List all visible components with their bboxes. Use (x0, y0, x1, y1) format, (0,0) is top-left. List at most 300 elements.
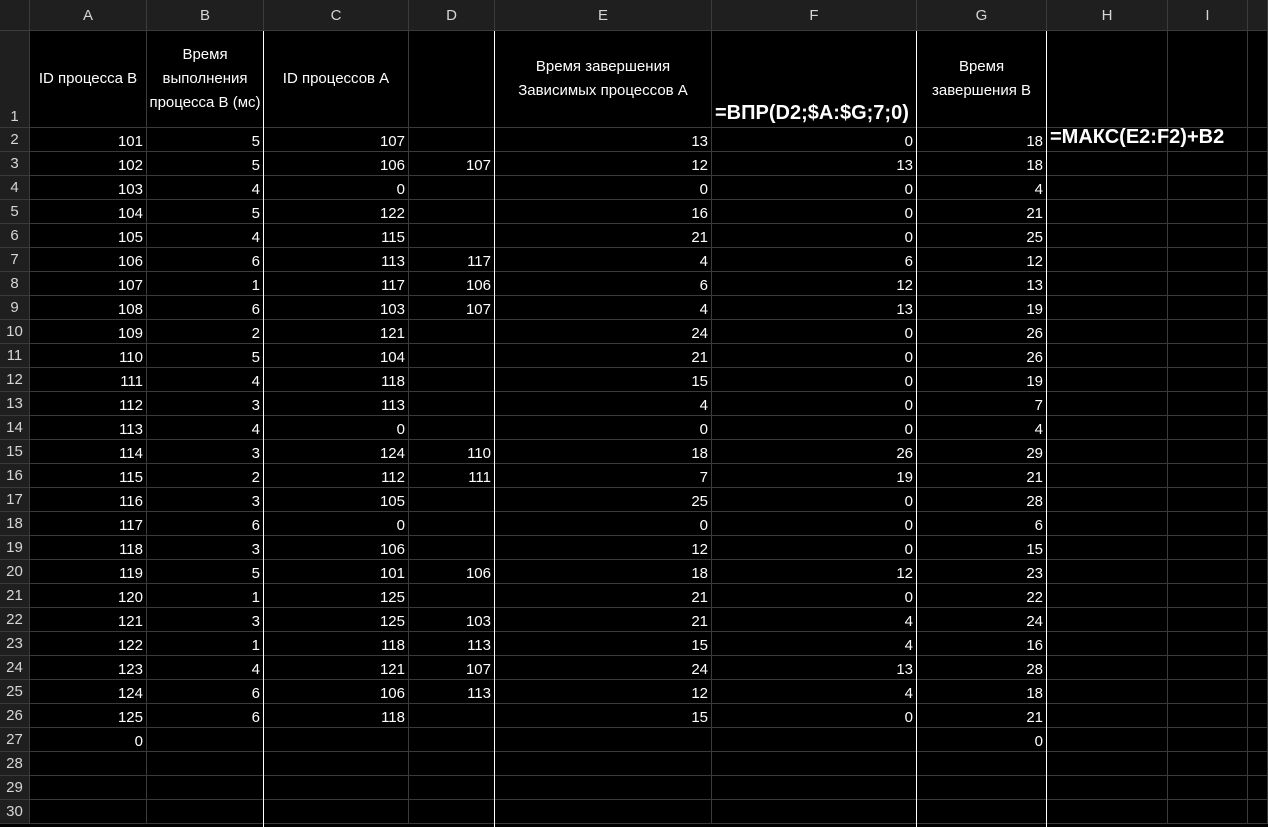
cell-J2[interactable] (1248, 128, 1268, 152)
cell-A7[interactable]: 106 (30, 248, 147, 272)
cell-E4[interactable]: 0 (495, 176, 712, 200)
cell-G4[interactable]: 4 (917, 176, 1047, 200)
cell-G21[interactable]: 22 (917, 584, 1047, 608)
cell-C20[interactable]: 101 (264, 560, 409, 584)
cell-I13[interactable] (1168, 392, 1248, 416)
cell-A5[interactable]: 104 (30, 200, 147, 224)
cell-B20[interactable]: 5 (147, 560, 264, 584)
cell-B24[interactable]: 4 (147, 656, 264, 680)
cell-I5[interactable] (1168, 200, 1248, 224)
cell-B7[interactable]: 6 (147, 248, 264, 272)
cell-E11[interactable]: 21 (495, 344, 712, 368)
cell-C7[interactable]: 113 (264, 248, 409, 272)
cell-J23[interactable] (1248, 632, 1268, 656)
cell-I27[interactable] (1168, 728, 1248, 752)
cell-F16[interactable]: 19 (712, 464, 917, 488)
cell-E14[interactable]: 0 (495, 416, 712, 440)
cell-F2[interactable]: 0 (712, 128, 917, 152)
cell-G17[interactable]: 28 (917, 488, 1047, 512)
cell-G9[interactable]: 19 (917, 296, 1047, 320)
cell-F15[interactable]: 26 (712, 440, 917, 464)
row-header[interactable]: 10 (0, 320, 30, 344)
cell-J24[interactable] (1248, 656, 1268, 680)
cell-J10[interactable] (1248, 320, 1268, 344)
cell-F24[interactable]: 13 (712, 656, 917, 680)
cell-C11[interactable]: 104 (264, 344, 409, 368)
cell-H30[interactable] (1047, 800, 1168, 824)
cell-C2[interactable]: 107 (264, 128, 409, 152)
cell-J12[interactable] (1248, 368, 1268, 392)
cell-D13[interactable] (409, 392, 495, 416)
cell-B30[interactable] (147, 800, 264, 824)
row-header[interactable]: 25 (0, 680, 30, 704)
cell-J3[interactable] (1248, 152, 1268, 176)
cell-D19[interactable] (409, 536, 495, 560)
cell-C29[interactable] (264, 776, 409, 800)
cell-C30[interactable] (264, 800, 409, 824)
cell-F11[interactable]: 0 (712, 344, 917, 368)
cell-A13[interactable]: 112 (30, 392, 147, 416)
cell-E5[interactable]: 16 (495, 200, 712, 224)
cell-B13[interactable]: 3 (147, 392, 264, 416)
cell-J30[interactable] (1248, 800, 1268, 824)
cell-B11[interactable]: 5 (147, 344, 264, 368)
cell-C21[interactable]: 125 (264, 584, 409, 608)
cell-D28[interactable] (409, 752, 495, 776)
cell-A4[interactable]: 103 (30, 176, 147, 200)
cell-D14[interactable] (409, 416, 495, 440)
cell-G2[interactable]: 18 (917, 128, 1047, 152)
cell-C24[interactable]: 121 (264, 656, 409, 680)
cell-G12[interactable]: 19 (917, 368, 1047, 392)
cell-G10[interactable]: 26 (917, 320, 1047, 344)
cell-J20[interactable] (1248, 560, 1268, 584)
cell-G14[interactable]: 4 (917, 416, 1047, 440)
cell-B23[interactable]: 1 (147, 632, 264, 656)
column-header-B[interactable]: B (147, 0, 264, 31)
cell-A20[interactable]: 119 (30, 560, 147, 584)
row-header[interactable]: 16 (0, 464, 30, 488)
cell-D11[interactable] (409, 344, 495, 368)
cell-B27[interactable] (147, 728, 264, 752)
cell-I26[interactable] (1168, 704, 1248, 728)
row-header[interactable]: 9 (0, 296, 30, 320)
cell-F29[interactable] (712, 776, 917, 800)
cell-I4[interactable] (1168, 176, 1248, 200)
cell-H3[interactable] (1047, 152, 1168, 176)
cell-C15[interactable]: 124 (264, 440, 409, 464)
cell-D2[interactable] (409, 128, 495, 152)
cell-J16[interactable] (1248, 464, 1268, 488)
row-header[interactable]: 2 (0, 128, 30, 152)
cell-C27[interactable] (264, 728, 409, 752)
cell-D21[interactable] (409, 584, 495, 608)
cell-I12[interactable] (1168, 368, 1248, 392)
cell-I20[interactable] (1168, 560, 1248, 584)
cell-E8[interactable]: 6 (495, 272, 712, 296)
cell-H23[interactable] (1047, 632, 1168, 656)
cell-J1[interactable] (1248, 31, 1268, 128)
cell-E2[interactable]: 13 (495, 128, 712, 152)
cell-I29[interactable] (1168, 776, 1248, 800)
cell-F17[interactable]: 0 (712, 488, 917, 512)
cell-G18[interactable]: 6 (917, 512, 1047, 536)
cell-I3[interactable] (1168, 152, 1248, 176)
cell-E10[interactable]: 24 (495, 320, 712, 344)
cell-A30[interactable] (30, 800, 147, 824)
row-header[interactable]: 18 (0, 512, 30, 536)
cell-G6[interactable]: 25 (917, 224, 1047, 248)
cell-B2[interactable]: 5 (147, 128, 264, 152)
cell-I28[interactable] (1168, 752, 1248, 776)
cell-H16[interactable] (1047, 464, 1168, 488)
cell-F8[interactable]: 12 (712, 272, 917, 296)
cell-A14[interactable]: 113 (30, 416, 147, 440)
cell-H7[interactable] (1047, 248, 1168, 272)
cell-D12[interactable] (409, 368, 495, 392)
cell-E12[interactable]: 15 (495, 368, 712, 392)
cell-A9[interactable]: 108 (30, 296, 147, 320)
cell-C8[interactable]: 117 (264, 272, 409, 296)
cell-H8[interactable] (1047, 272, 1168, 296)
cell-G28[interactable] (917, 752, 1047, 776)
cell-A1[interactable]: ID процесса В (30, 31, 147, 128)
row-header[interactable]: 19 (0, 536, 30, 560)
select-all-corner[interactable] (0, 0, 30, 31)
cell-J21[interactable] (1248, 584, 1268, 608)
cell-C23[interactable]: 118 (264, 632, 409, 656)
cell-G25[interactable]: 18 (917, 680, 1047, 704)
cell-G19[interactable]: 15 (917, 536, 1047, 560)
cell-A2[interactable]: 101 (30, 128, 147, 152)
cell-C13[interactable]: 113 (264, 392, 409, 416)
cell-D24[interactable]: 107 (409, 656, 495, 680)
cell-F30[interactable] (712, 800, 917, 824)
column-header-G[interactable]: G (917, 0, 1047, 31)
row-header[interactable]: 22 (0, 608, 30, 632)
cell-C6[interactable]: 115 (264, 224, 409, 248)
cell-I9[interactable] (1168, 296, 1248, 320)
cell-H26[interactable] (1047, 704, 1168, 728)
cell-I19[interactable] (1168, 536, 1248, 560)
cell-J14[interactable] (1248, 416, 1268, 440)
row-header[interactable]: 12 (0, 368, 30, 392)
cell-A15[interactable]: 114 (30, 440, 147, 464)
column-header-F[interactable]: F (712, 0, 917, 31)
cell-F21[interactable]: 0 (712, 584, 917, 608)
column-header-E[interactable]: E (495, 0, 712, 31)
row-header[interactable]: 20 (0, 560, 30, 584)
cell-G7[interactable]: 12 (917, 248, 1047, 272)
cell-A22[interactable]: 121 (30, 608, 147, 632)
cell-H11[interactable] (1047, 344, 1168, 368)
cell-E26[interactable]: 15 (495, 704, 712, 728)
cell-I16[interactable] (1168, 464, 1248, 488)
cell-A24[interactable]: 123 (30, 656, 147, 680)
cell-E21[interactable]: 21 (495, 584, 712, 608)
cell-I23[interactable] (1168, 632, 1248, 656)
cell-H27[interactable] (1047, 728, 1168, 752)
cell-J15[interactable] (1248, 440, 1268, 464)
cell-D27[interactable] (409, 728, 495, 752)
cell-B17[interactable]: 3 (147, 488, 264, 512)
cell-A23[interactable]: 122 (30, 632, 147, 656)
cell-G3[interactable]: 18 (917, 152, 1047, 176)
row-header[interactable]: 27 (0, 728, 30, 752)
cell-I21[interactable] (1168, 584, 1248, 608)
row-header[interactable]: 11 (0, 344, 30, 368)
cell-C9[interactable]: 103 (264, 296, 409, 320)
cell-H9[interactable] (1047, 296, 1168, 320)
cell-H12[interactable] (1047, 368, 1168, 392)
cell-A12[interactable]: 111 (30, 368, 147, 392)
cell-A16[interactable]: 115 (30, 464, 147, 488)
cell-J26[interactable] (1248, 704, 1268, 728)
cell-E20[interactable]: 18 (495, 560, 712, 584)
cell-J5[interactable] (1248, 200, 1268, 224)
cell-A3[interactable]: 102 (30, 152, 147, 176)
cell-G8[interactable]: 13 (917, 272, 1047, 296)
cell-G20[interactable]: 23 (917, 560, 1047, 584)
cell-G1[interactable]: Время завершения В (917, 31, 1047, 128)
cell-B14[interactable]: 4 (147, 416, 264, 440)
cell-B15[interactable]: 3 (147, 440, 264, 464)
column-header-A[interactable]: A (30, 0, 147, 31)
cell-J18[interactable] (1248, 512, 1268, 536)
cell-G11[interactable]: 26 (917, 344, 1047, 368)
cell-H29[interactable] (1047, 776, 1168, 800)
cell-H24[interactable] (1047, 656, 1168, 680)
row-header[interactable]: 15 (0, 440, 30, 464)
cell-F6[interactable]: 0 (712, 224, 917, 248)
cell-A21[interactable]: 120 (30, 584, 147, 608)
cell-D17[interactable] (409, 488, 495, 512)
cell-D8[interactable]: 106 (409, 272, 495, 296)
cell-D10[interactable] (409, 320, 495, 344)
cell-E3[interactable]: 12 (495, 152, 712, 176)
row-header[interactable]: 13 (0, 392, 30, 416)
row-header[interactable]: 23 (0, 632, 30, 656)
cell-B19[interactable]: 3 (147, 536, 264, 560)
cell-A11[interactable]: 110 (30, 344, 147, 368)
cell-D16[interactable]: 111 (409, 464, 495, 488)
cell-E9[interactable]: 4 (495, 296, 712, 320)
cell-A10[interactable]: 109 (30, 320, 147, 344)
cell-F27[interactable] (712, 728, 917, 752)
cell-C18[interactable]: 0 (264, 512, 409, 536)
cell-E6[interactable]: 21 (495, 224, 712, 248)
column-header-I[interactable]: I (1168, 0, 1248, 31)
row-header[interactable]: 30 (0, 800, 30, 824)
cell-D1[interactable] (409, 31, 495, 128)
column-header-H[interactable]: H (1047, 0, 1168, 31)
cell-J6[interactable] (1248, 224, 1268, 248)
cell-H4[interactable] (1047, 176, 1168, 200)
cell-F13[interactable]: 0 (712, 392, 917, 416)
cell-E23[interactable]: 15 (495, 632, 712, 656)
cell-I24[interactable] (1168, 656, 1248, 680)
cell-F20[interactable]: 12 (712, 560, 917, 584)
cell-B9[interactable]: 6 (147, 296, 264, 320)
cell-C1[interactable]: ID процессов А (264, 31, 409, 128)
cell-F1-formula[interactable]: =ВПР(D2;$A:$G;7;0) (712, 31, 917, 128)
cell-D30[interactable] (409, 800, 495, 824)
cell-H20[interactable] (1047, 560, 1168, 584)
cell-B28[interactable] (147, 752, 264, 776)
cell-G22[interactable]: 24 (917, 608, 1047, 632)
cell-J22[interactable] (1248, 608, 1268, 632)
cell-B1[interactable]: Время выполнения процесса В (мс) (147, 31, 264, 128)
cell-G23[interactable]: 16 (917, 632, 1047, 656)
cell-G15[interactable]: 29 (917, 440, 1047, 464)
column-header-next[interactable] (1248, 0, 1268, 31)
cell-G27[interactable]: 0 (917, 728, 1047, 752)
cell-H18[interactable] (1047, 512, 1168, 536)
row-header[interactable]: 4 (0, 176, 30, 200)
row-header[interactable]: 3 (0, 152, 30, 176)
cell-E28[interactable] (495, 752, 712, 776)
cell-F14[interactable]: 0 (712, 416, 917, 440)
cell-E1[interactable]: Время завершения Зависимых процессов А (495, 31, 712, 128)
cell-I30[interactable] (1168, 800, 1248, 824)
cell-H17[interactable] (1047, 488, 1168, 512)
cell-H6[interactable] (1047, 224, 1168, 248)
cell-I17[interactable] (1168, 488, 1248, 512)
cell-D7[interactable]: 117 (409, 248, 495, 272)
cell-B26[interactable]: 6 (147, 704, 264, 728)
cell-B25[interactable]: 6 (147, 680, 264, 704)
cell-H5[interactable] (1047, 200, 1168, 224)
cell-E22[interactable]: 21 (495, 608, 712, 632)
cell-J27[interactable] (1248, 728, 1268, 752)
cell-H28[interactable] (1047, 752, 1168, 776)
row-header[interactable]: 28 (0, 752, 30, 776)
cell-G30[interactable] (917, 800, 1047, 824)
cell-B12[interactable]: 4 (147, 368, 264, 392)
cell-C4[interactable]: 0 (264, 176, 409, 200)
cell-F22[interactable]: 4 (712, 608, 917, 632)
cell-F3[interactable]: 13 (712, 152, 917, 176)
cell-D3[interactable]: 107 (409, 152, 495, 176)
cell-H10[interactable] (1047, 320, 1168, 344)
cell-J28[interactable] (1248, 752, 1268, 776)
cell-F26[interactable]: 0 (712, 704, 917, 728)
row-header[interactable]: 17 (0, 488, 30, 512)
row-header[interactable]: 7 (0, 248, 30, 272)
column-header-D[interactable]: D (409, 0, 495, 31)
cell-F12[interactable]: 0 (712, 368, 917, 392)
cell-B3[interactable]: 5 (147, 152, 264, 176)
cell-I6[interactable] (1168, 224, 1248, 248)
cell-A17[interactable]: 116 (30, 488, 147, 512)
cell-I1[interactable] (1168, 31, 1248, 128)
cell-J13[interactable] (1248, 392, 1268, 416)
cell-E19[interactable]: 12 (495, 536, 712, 560)
cell-J8[interactable] (1248, 272, 1268, 296)
cell-J7[interactable] (1248, 248, 1268, 272)
cell-B18[interactable]: 6 (147, 512, 264, 536)
cell-H22[interactable] (1047, 608, 1168, 632)
cell-H13[interactable] (1047, 392, 1168, 416)
row-header[interactable]: 14 (0, 416, 30, 440)
cell-G26[interactable]: 21 (917, 704, 1047, 728)
cell-B22[interactable]: 3 (147, 608, 264, 632)
cell-D9[interactable]: 107 (409, 296, 495, 320)
cell-D6[interactable] (409, 224, 495, 248)
row-header[interactable]: 1 (0, 31, 30, 128)
cell-I2[interactable] (1168, 128, 1248, 152)
cell-E24[interactable]: 24 (495, 656, 712, 680)
cell-D26[interactable] (409, 704, 495, 728)
cell-F25[interactable]: 4 (712, 680, 917, 704)
cell-J19[interactable] (1248, 536, 1268, 560)
cell-E18[interactable]: 0 (495, 512, 712, 536)
row-header[interactable]: 6 (0, 224, 30, 248)
cell-J17[interactable] (1248, 488, 1268, 512)
cell-H25[interactable] (1047, 680, 1168, 704)
cell-C5[interactable]: 122 (264, 200, 409, 224)
cell-C10[interactable]: 121 (264, 320, 409, 344)
cell-C12[interactable]: 118 (264, 368, 409, 392)
cell-C16[interactable]: 112 (264, 464, 409, 488)
cell-I22[interactable] (1168, 608, 1248, 632)
cell-A27[interactable]: 0 (30, 728, 147, 752)
cell-F9[interactable]: 13 (712, 296, 917, 320)
cell-B16[interactable]: 2 (147, 464, 264, 488)
cell-D22[interactable]: 103 (409, 608, 495, 632)
cell-F5[interactable]: 0 (712, 200, 917, 224)
cell-A18[interactable]: 117 (30, 512, 147, 536)
cell-C14[interactable]: 0 (264, 416, 409, 440)
cell-D20[interactable]: 106 (409, 560, 495, 584)
cell-I11[interactable] (1168, 344, 1248, 368)
cell-G24[interactable]: 28 (917, 656, 1047, 680)
cell-B21[interactable]: 1 (147, 584, 264, 608)
cell-E15[interactable]: 18 (495, 440, 712, 464)
cell-F23[interactable]: 4 (712, 632, 917, 656)
cell-C3[interactable]: 106 (264, 152, 409, 176)
cell-J11[interactable] (1248, 344, 1268, 368)
cell-D29[interactable] (409, 776, 495, 800)
row-header[interactable]: 8 (0, 272, 30, 296)
cell-A29[interactable] (30, 776, 147, 800)
cell-C25[interactable]: 106 (264, 680, 409, 704)
cell-C17[interactable]: 105 (264, 488, 409, 512)
row-header[interactable]: 5 (0, 200, 30, 224)
cell-D18[interactable] (409, 512, 495, 536)
cell-I18[interactable] (1168, 512, 1248, 536)
cell-H15[interactable] (1047, 440, 1168, 464)
row-header[interactable]: 26 (0, 704, 30, 728)
cell-G5[interactable]: 21 (917, 200, 1047, 224)
cell-A25[interactable]: 124 (30, 680, 147, 704)
cell-F28[interactable] (712, 752, 917, 776)
cell-E16[interactable]: 7 (495, 464, 712, 488)
cell-B5[interactable]: 5 (147, 200, 264, 224)
cell-J25[interactable] (1248, 680, 1268, 704)
cell-D15[interactable]: 110 (409, 440, 495, 464)
cell-I7[interactable] (1168, 248, 1248, 272)
cell-A26[interactable]: 125 (30, 704, 147, 728)
row-header[interactable]: 29 (0, 776, 30, 800)
cell-F7[interactable]: 6 (712, 248, 917, 272)
cell-H21[interactable] (1047, 584, 1168, 608)
cell-C22[interactable]: 125 (264, 608, 409, 632)
cell-E25[interactable]: 12 (495, 680, 712, 704)
cell-J9[interactable] (1248, 296, 1268, 320)
row-header[interactable]: 21 (0, 584, 30, 608)
cell-I25[interactable] (1168, 680, 1248, 704)
